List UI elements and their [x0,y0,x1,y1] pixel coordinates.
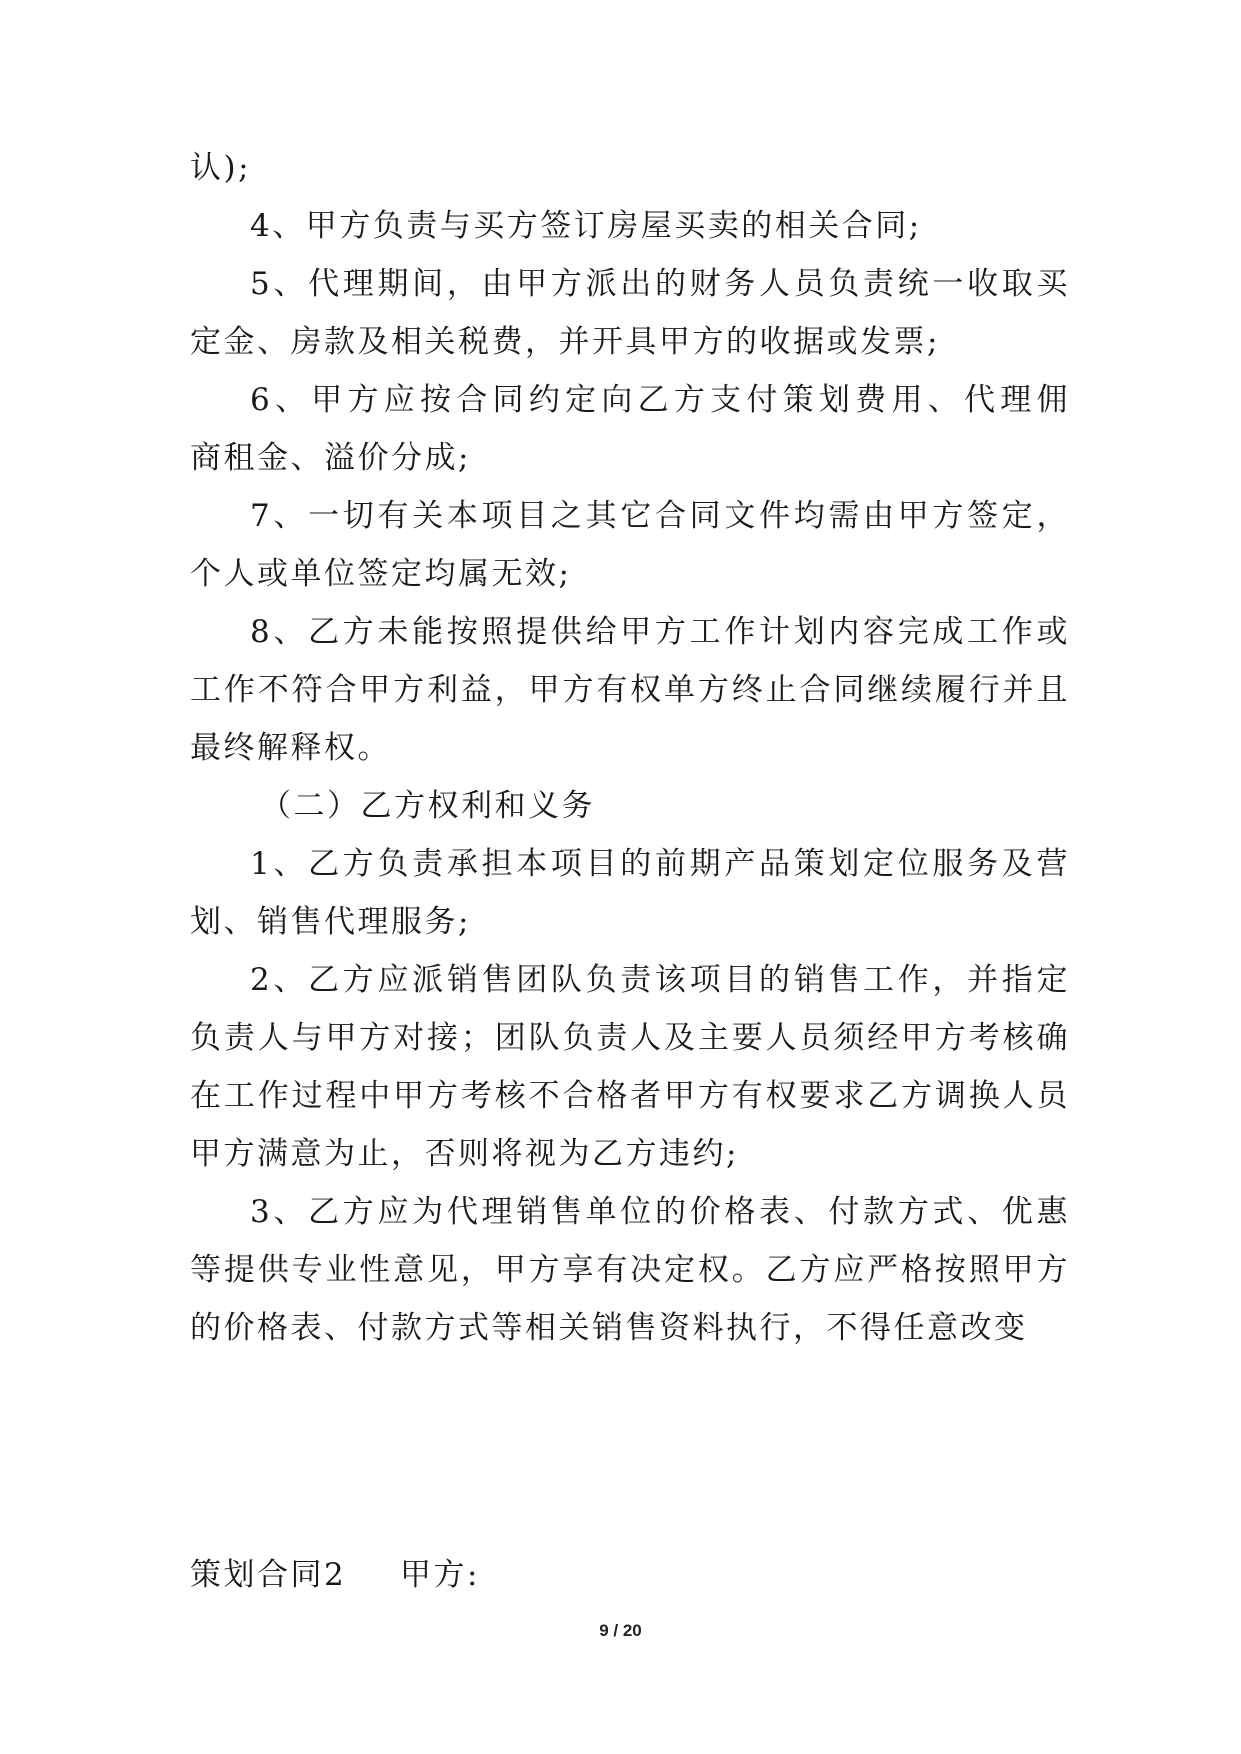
text-line: 最终解释权。 [190,730,391,766]
text-line: 1、乙方负责承担本项目的前期产品策划定位服务及营 [250,846,1070,882]
text-line: 4、甲方负责与买方签订房屋买卖的相关合同; [250,208,922,244]
text-line: 工作不符合甲方利益，甲方有权单方终止合同继续履行并且 [190,672,1070,708]
text-line: 负责人与甲方对接；团队负责人及主要人员须经甲方考核确 [190,1020,1070,1056]
text-line: 的价格表、付款方式等相关销售资料执行，不得任意改变 [190,1310,1028,1346]
text-line: 6、甲方应按合同约定向乙方支付策划费用、代理佣 [250,382,1070,418]
text-line: 5、代理期间，由甲方派出的财务人员负责统一收取买 [250,266,1070,302]
text-line: 7、一切有关本项目之其它合同文件均需由甲方签定， [250,498,1070,534]
text-line: 认); [190,150,252,186]
text-line: 等提供专业性意见，甲方享有决定权。乙方应严格按照甲方 [190,1252,1070,1288]
page-number: 9 / 20 [599,1621,642,1640]
text-line: 定金、房款及相关税费，并开具甲方的收据或发票; [190,324,940,360]
text-line: 甲方满意为止，否则将视为乙方违约; [190,1136,739,1172]
text-line: 2、乙方应派销售团队负责该项目的销售工作，并指定 [250,962,1070,998]
text-line: 在工作过程中甲方考核不合格者甲方有权要求乙方调换人员 [190,1078,1070,1114]
party-a-label: 甲方: [400,1557,480,1593]
text-line: 8、乙方未能按照提供给甲方工作计划内容完成工作或 [250,614,1070,650]
text-line: 商租金、溢价分成; [190,440,471,476]
text-line: 划、销售代理服务; [190,904,471,940]
section-heading: （二）乙方权利和义务 [260,788,595,824]
next-document-title: 策划合同2 [190,1557,347,1593]
text-line: 3、乙方应为代理销售单位的价格表、付款方式、优惠 [250,1194,1070,1230]
text-line: 个人或单位签定均属无效; [190,556,572,592]
